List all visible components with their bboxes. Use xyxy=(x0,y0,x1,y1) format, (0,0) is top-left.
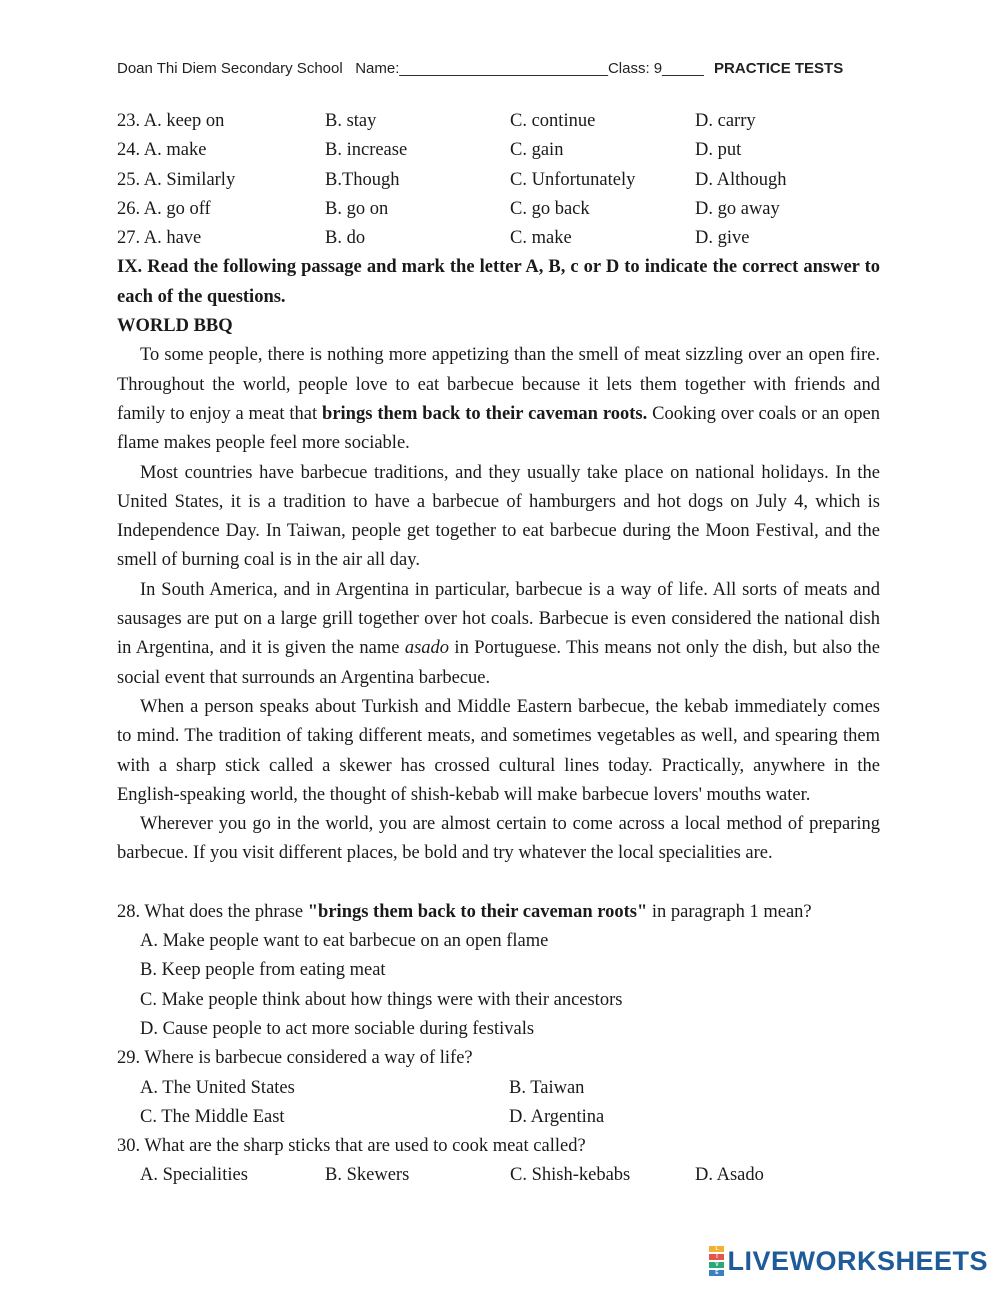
option-c: C. Make people think about how things were with their ancestors xyxy=(140,989,623,1010)
logo-mark-letter: V xyxy=(709,1262,724,1268)
option-d: D. Although xyxy=(695,169,787,190)
logo-text: LIVEWORKSHEETS xyxy=(727,1245,988,1276)
option-a: A. The United States xyxy=(140,1077,295,1098)
top-question-list xyxy=(117,107,880,253)
option-b: B. Skewers xyxy=(325,1165,410,1186)
stem-bold-phrase: "brings them back to their caveman roots" xyxy=(307,901,648,922)
option-c: C. gain xyxy=(510,140,564,161)
passage-paragraph-3 xyxy=(117,576,880,693)
option-c: C. make xyxy=(510,228,572,249)
name-field: Name:_________________________ xyxy=(355,60,608,77)
option-a: 26. A. go off xyxy=(117,198,211,219)
option-b: B.Though xyxy=(325,169,400,190)
option-a: A. Make people want to eat barbecue on an open flame xyxy=(140,931,549,952)
option-row xyxy=(117,1074,880,1103)
option-c: C. continue xyxy=(510,111,596,131)
question-stem: 29. Where is barbecue considered a way of life? xyxy=(117,1048,473,1069)
option-c: C. go back xyxy=(510,198,590,219)
option-row xyxy=(117,1103,880,1132)
logo-mark-letter: L xyxy=(709,1246,724,1252)
option-d: D. Cause people to act more sociable during festivals xyxy=(140,1018,535,1039)
passage-title: WORLD BBQ xyxy=(117,316,233,337)
question-row xyxy=(117,107,880,136)
option-row xyxy=(117,1161,880,1190)
option-b: B. do xyxy=(325,228,366,249)
option-c: C. The Middle East xyxy=(140,1106,285,1127)
question-row xyxy=(117,136,880,165)
option-b: B. Taiwan xyxy=(509,1077,585,1098)
question-30 xyxy=(117,1132,880,1191)
logo-mark-letter: I xyxy=(709,1254,724,1260)
logo-mark-letter: E xyxy=(709,1270,724,1276)
p3-text-end: in Portuguese. This means not only the dish, but also the social event that surrounds an Argentina barbecue. xyxy=(117,638,880,688)
option-a: 25. A. Similarly xyxy=(117,169,236,190)
question-row xyxy=(117,195,880,224)
option-d: D. Asado xyxy=(695,1165,764,1186)
p1-bold-phrase: brings them back to their caveman roots. xyxy=(322,403,648,424)
p1-text-end: Cooking over coals or an open flame makes people feel more sociable. xyxy=(117,403,881,454)
section-instruction: IX. Read the following passage and mark the letter A, B, c or D to indicate the correct answer to each of the questions. xyxy=(117,257,880,307)
logo-mark-icon xyxy=(709,1245,724,1277)
option-a: A. Specialities xyxy=(140,1165,248,1186)
question-stem: 30. What are the sharp sticks that are used to cook meat called? xyxy=(117,1136,586,1157)
worksheet-content xyxy=(117,107,880,1191)
option-d: D. give xyxy=(695,228,750,249)
option-c: C. Unfortunately xyxy=(510,169,636,190)
passage-paragraph-2: Most countries have barbecue traditions, and they usually take place on national holidays. In the United States, it is a tradition to have a barbecue of hamburgers and hot dogs on July 4, which is Independence Day. In Taiwan, people get together to eat barbecue during the Moon Festival, and the smell of burning coal is in the air all day. xyxy=(117,462,880,571)
passage-paragraph-5: Wherever you go in the world, you are almost certain to come across a local method of preparing barbecue. If you visit different places, be bold and try whatever the local specialities are. xyxy=(117,814,880,864)
question-stem xyxy=(117,898,880,927)
passage-paragraph-1 xyxy=(117,341,880,458)
question-row xyxy=(117,166,880,195)
option-a: 23. A. keep on xyxy=(117,111,225,131)
liveworksheets-logo xyxy=(709,1245,988,1277)
option-b: B. increase xyxy=(325,140,408,161)
p1-text: To some people, there is nothing more appetizing than the smell of meat sizzling over an open fire. Throughout the world, people love to eat barbecue because it lets them together with friends and family to enjoy a meat that xyxy=(117,345,880,424)
question-29 xyxy=(117,1044,880,1132)
option-a: 24. A. make xyxy=(117,140,207,161)
class-field: Class: 9_____ xyxy=(607,60,704,77)
stem-text-end: in paragraph 1 mean? xyxy=(647,901,812,922)
p3-text: In South America, and in Argentina in particular, barbecue is a way of life. All sorts of meats and sausages are put on a large grill together over hot coals. Barbecue is even considered the national dish in Argentina, and it is given the name xyxy=(117,579,880,659)
option-c: C. Shish-kebabs xyxy=(510,1165,631,1186)
question-28 xyxy=(117,898,880,1044)
option-d: D. carry xyxy=(695,111,756,131)
school-name: Doan Thi Diem Secondary School xyxy=(117,60,343,77)
stem-text: 28. What does the phrase xyxy=(117,901,308,922)
option-d: D. go away xyxy=(695,198,780,219)
spacer xyxy=(117,869,880,898)
option-b: B. go on xyxy=(325,198,389,219)
passage-paragraph-4: When a person speaks about Turkish and Middle Eastern barbecue, the kebab immediately comes to mind. The tradition of taking different meats, and sometimes vegetables as well, and spearing them with a sharp stick called a skewer has crossed cultural lines today. Practically, anywhere in the English-speaking world, the thought of shish-kebab will make barbecue lovers' mouths water. xyxy=(117,696,880,805)
option-b: B. Keep people from eating meat xyxy=(140,960,386,981)
option-a: 27. A. have xyxy=(117,228,202,249)
option-b: B. stay xyxy=(325,111,377,131)
option-d: D. Argentina xyxy=(509,1106,605,1127)
p3-italic-word: asado xyxy=(404,638,450,659)
page-header xyxy=(117,60,880,77)
header-title: PRACTICE TESTS xyxy=(714,60,844,77)
question-row xyxy=(117,224,880,253)
option-d: D. put xyxy=(695,140,742,161)
